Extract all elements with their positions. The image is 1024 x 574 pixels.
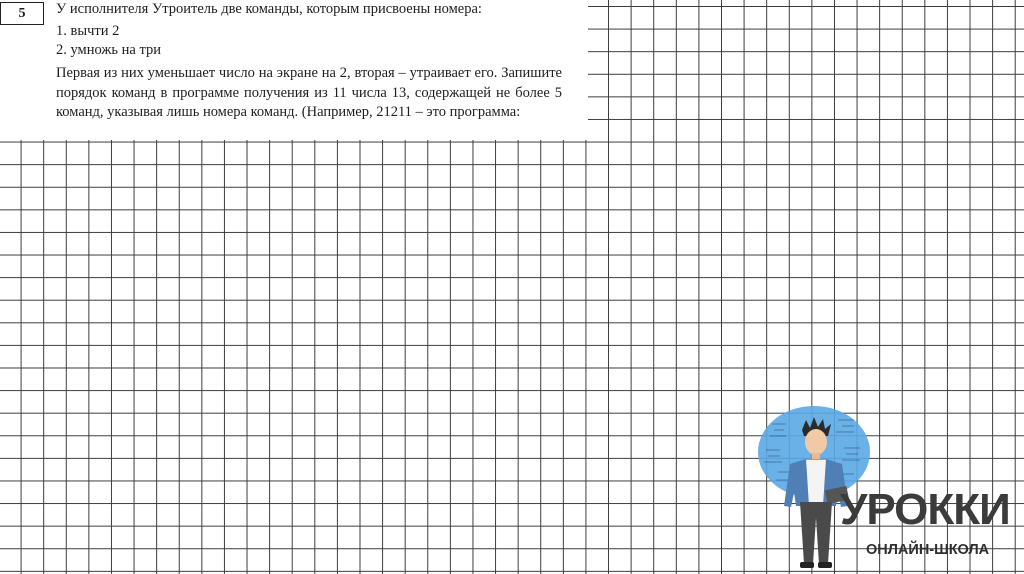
task-card [0, 0, 588, 140]
command-item-2: 2. умножь на три [56, 42, 161, 58]
school-logo [748, 398, 1020, 570]
task-number-box: 5 [0, 2, 44, 25]
task-title: У исполнителя Утроитель две команды, которым присвоены номера: [56, 1, 482, 17]
command-item-1: 1. вычти 2 [56, 23, 120, 39]
logo-title: УРОККИ [840, 485, 1010, 534]
logo-subtitle: ОНЛАЙН-ШКОЛА [866, 542, 990, 558]
task-body-text: Первая из них уменьшает число на экране на 2, вторая – утраивает его. Запишите порядок команд в программе получения из 11 числа 13, содержащей не более 5 команд, указывая лишь номера команд. (Например, 21211 – это программа: [56, 65, 562, 120]
